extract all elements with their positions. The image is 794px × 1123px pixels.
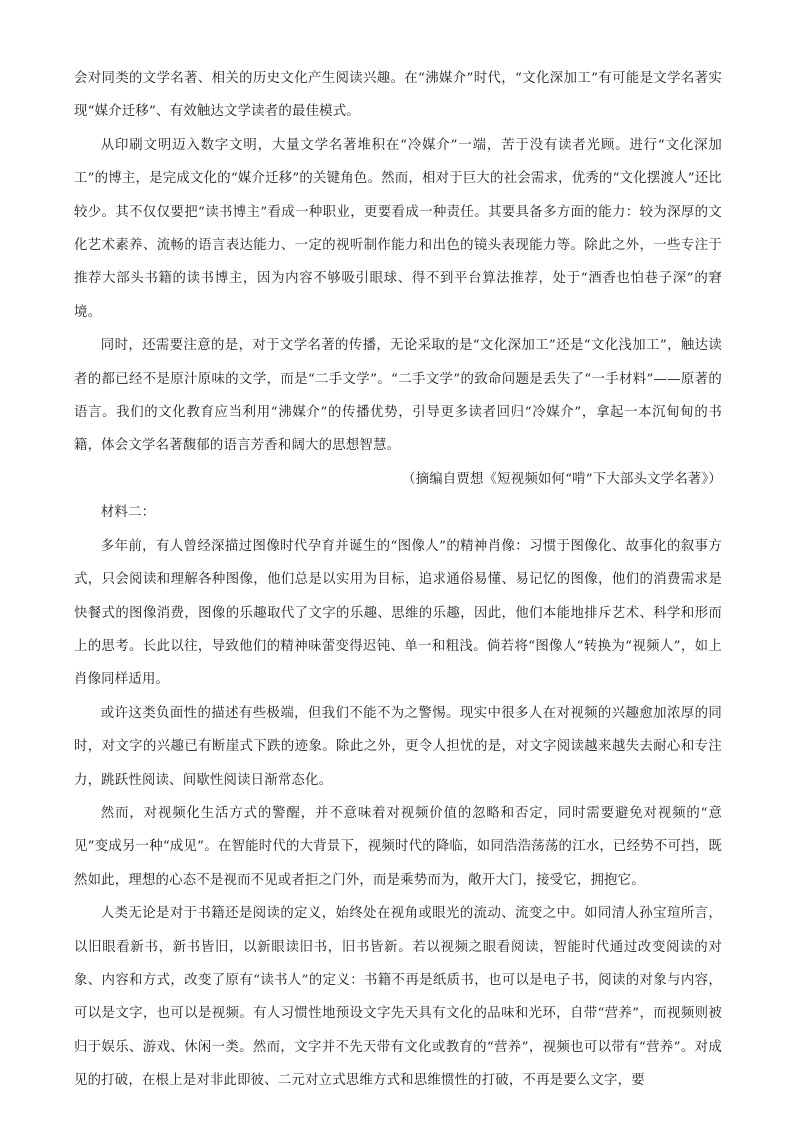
paragraph-image-person: 多年前，有人曾经深描过图像时代孕育并诞生的“图像人”的精神肖像：习惯于图像化、故事化的叙事方式，只会阅读和理解各种图像，他们总是以实用为目标，追求通俗易懂、易记忆的图像，他们的消费需求是快餐式的图像消费，图像的乐趣取代了文字的乐趣、思维的乐趣，因此，他们本能地排斥艺术、科学和形而上的思考。长此以往，导致他们的精神味蕾变得迟钝、单一和粗浅。倘若将“图像人”转换为“视频人”，如上肖像同样适用。 — [74, 538, 722, 688]
document-body — [74, 62, 722, 1098]
paragraph-second-hand-literature: 同时，还需要注意的是，对于文学名著的传播，无论采取的是“文化深加工”还是“文化浅加工”，触达读者的都已经不是原汁原味的文学，而是“二手文学”。“二手文学”的致命问题是丢失了“一手材料”——原著的语言。我们的文化教育应当利用“沸媒介”的传播优势，引导更多读者回归“冷媒介”，拿起一本沉甸甸的书籍，体会文学名著馥郁的语言芳香和阔大的思想智慧。 — [74, 338, 722, 454]
paragraph-culture-ferryman: 从印刷文明迈入数字文明，大量文学名著堆积在“冷媒介”一端，苦于没有读者光顾。进行“文化深加工”的博主，是完成文化的“媒介迁移”的关键角色。然而，相对于巨大的社会需求，优秀的“文化摆渡人”还比较少。其不仅仅要把“读书博主”看成一种职业，更要看成一种责任。其要具备多方面的能力：较为深厚的文化艺术素养、流畅的语言表达能力、一定的视听制作能力和出色的镜头表现能力等。除此之外，一些专注于推荐大部头书籍的读书博主，因为内容不够吸引眼球、得不到平台算法推荐，处于“酒香也怕巷子深”的窘境。 — [74, 137, 722, 320]
paragraph-continuation: 会对同类的文学名著、相关的历史文化产生阅读兴趣。在“沸媒介”时代，“文化深加工”有可能是文学名著实现“媒介迁移”、有效触达文学读者的最佳模式。 — [74, 71, 722, 120]
section-heading-material-two: 材料二： — [100, 505, 156, 521]
paragraph-reading-definition: 人类无论是对于书籍还是阅读的定义，始终处在视角或眼光的流动、流变之中。如同清人孙宝瑄所言，以旧眼看新书，新书皆旧，以新眼读旧书，旧书皆新。若以视频之眼看阅读，智能时代通过改变阅读的对象、内容和方式，改变了原有“读书人”的定义：书籍不再是纸质书，也可以是电子书，阅读的对象与内容，可以是文字，也可以是视频。有人习惯性地预设文字先天具有文化的品味和光环，自带“营养”，而视频则被归于娱乐、游戏、休闲一类。然而，文字并不先天带有文化或教育的“营养”，视频也可以带有“营养”。对成见的打破，在根上是对非此即彼、二元对立式思维方式和思维惯性的打破，不再是要么文字，要 — [74, 906, 722, 1089]
paragraph-video-lifestyle: 然而，对视频化生活方式的警醒，并不意味着对视频价值的忽略和否定，同时需要避免对视频的“意见”变成另一种“成见”。在智能时代的大背景下，视频时代的降临，如同浩浩荡荡的江水，已经势不可挡，既然如此，理想的心态不是视而不见或者拒之门外，而是乘势而为，敞开大门，接受它，拥抱它。 — [74, 805, 722, 888]
source-citation: （摘编自贾想《短视频如何“啃”下大部头文学名著》） — [402, 471, 722, 487]
paragraph-negative-description: 或许这类负面性的描述有些极端，但我们不能不为之警惕。现实中很多人在对视频的兴趣愈加浓厚的同时，对文字的兴趣已有断崖式下跌的迹象。除此之外，更令人担忧的是，对文字阅读越来越失去耐心和专注力，跳跃性阅读、间歇性阅读日渐常态化。 — [74, 705, 722, 788]
